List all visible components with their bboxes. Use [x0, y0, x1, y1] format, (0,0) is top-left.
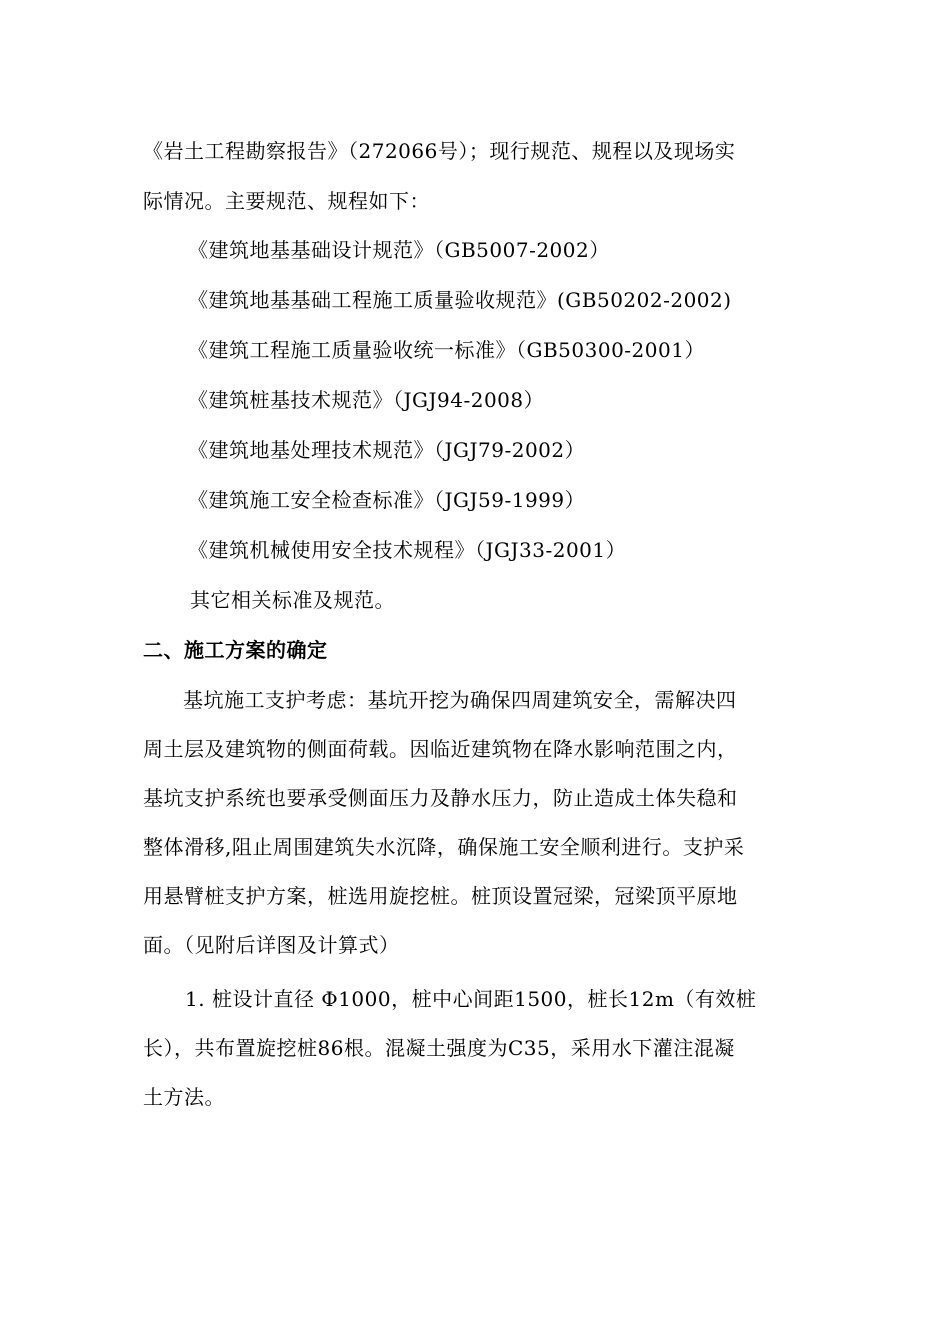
paragraph-line: 整体滑移,阻止周围建筑失水沉降，确保施工安全顺利进行。支护采 — [143, 835, 745, 859]
paragraph-line: 用悬臂桩支护方案，桩选用旋挖桩。桩顶设置冠梁，冠梁顶平原地 — [143, 884, 738, 908]
paragraph-line: 面。（见附后详图及计算式） — [143, 933, 400, 957]
paragraph-line: 基坑施工支护考虑：基坑开挖为确保四周建筑安全，需解决四 — [183, 688, 737, 712]
standard-item: 《建筑机械使用安全技术规程》（JGJ33-2001） — [188, 538, 627, 562]
standard-item: 《建筑桩基技术规范》（JGJ94-2008） — [188, 388, 545, 412]
numbered-item-line: 长），共布置旋挖桩86根。混凝土强度为C35，采用水下灌注混凝 — [143, 1036, 735, 1060]
numbered-item-line: 土方法。 — [143, 1085, 225, 1109]
paragraph-line: 基坑支护系统也要承受侧面压力及静水压力，防止造成土体失稳和 — [143, 786, 738, 810]
standard-item: 《建筑工程施工质量验收统一标准》（GB50300-2001） — [188, 338, 705, 362]
intro-line-1: 《岩土工程勘察报告》（272066号）；现行规范、规程以及现场实 — [143, 139, 736, 163]
section-heading: 二、施工方案的确定 — [143, 638, 328, 662]
standards-other: 其它相关标准及规范。 — [190, 588, 395, 612]
standard-item: 《建筑地基基础工程施工质量验收规范》(GB50202-2002) — [188, 288, 732, 312]
numbered-item-line: 1. 桩设计直径 Φ1000，桩中心间距1500，桩长12m（有效桩 — [185, 987, 757, 1011]
paragraph-line: 周土层及建筑物的侧面荷载。因临近建筑物在降水影响范围之内， — [143, 737, 738, 761]
standard-item: 《建筑地基基础设计规范》（GB5007-2002） — [188, 238, 610, 262]
intro-line-2: 际情况。主要规范、规程如下： — [143, 189, 430, 213]
standard-item: 《建筑施工安全检查标准》（JGJ59-1999） — [188, 488, 586, 512]
standard-item: 《建筑地基处理技术规范》（JGJ79-2002） — [188, 438, 586, 462]
